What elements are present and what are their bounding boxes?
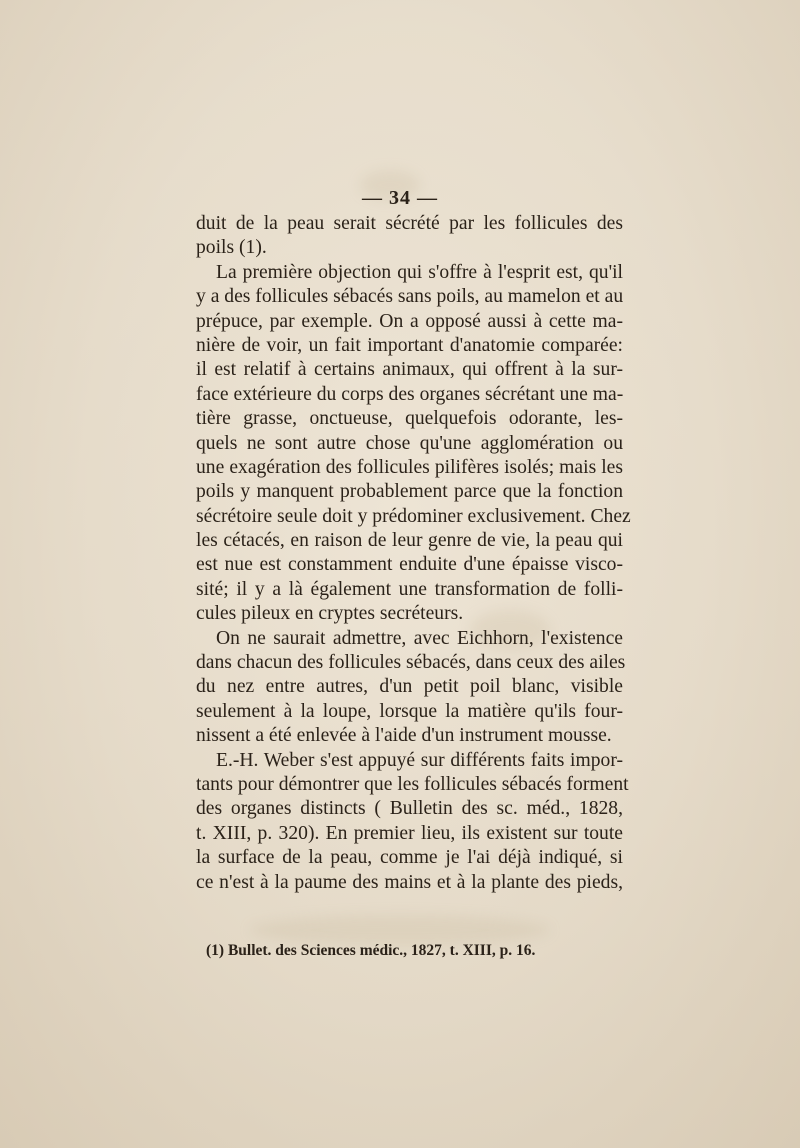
- footnote: (1) Bullet. des Sciences médic., 1827, t. XIII, p. 16.: [206, 942, 536, 959]
- text-line: tière grasse, onctueuse, quelquefois odorante, les-: [196, 408, 623, 430]
- text-line: une exagération des follicules pilifères isolés; mais les: [196, 456, 623, 478]
- text-line: la surface de la peau, comme je l'ai déjà indiqué, si: [196, 847, 623, 869]
- page-number: — 34 —: [362, 187, 438, 209]
- text-line: seulement à la loupe, lorsque la matière qu'ils four-: [196, 700, 623, 722]
- text-line: les cétacés, en raison de leur genre de vie, la peau qui: [196, 530, 623, 552]
- text-line: des organes distincts ( Bulletin des sc. méd., 1828,: [196, 798, 623, 820]
- paper-stain: [250, 915, 550, 945]
- text-line: La première objection qui s'offre à l'esprit est, qu'il: [216, 261, 623, 283]
- text-line: y a des follicules sébacés sans poils, au mamelon et au: [196, 286, 624, 308]
- text-line: duit de la peau serait sécrété par les follicules des: [196, 213, 623, 234]
- text-line: poils y manquent probablement parce que la fonction: [196, 481, 623, 503]
- text-line: nissent a été enlevée à l'aide d'un instrument mousse.: [196, 725, 612, 747]
- text-line: est nue est constamment enduite d'une épaisse visco-: [196, 554, 623, 576]
- text-line: ce n'est à la paume des mains et à la plante des pieds,: [196, 871, 623, 893]
- body-text: [196, 212, 631, 895]
- text-line: sité; il y a là également une transformation de folli-: [196, 578, 623, 600]
- text-line: face extérieure du corps des organes sécrétant une ma-: [196, 383, 624, 405]
- text-line: dans chacun des follicules sébacés, dans ceux des ailes: [196, 652, 626, 674]
- text-line: prépuce, par exemple. On a opposé aussi à cette ma-: [196, 310, 623, 332]
- text-line: sécrétoire seule doit y prédominer exclusivement. Chez: [196, 505, 631, 527]
- text-line: E.-H. Weber s'est appuyé sur différents faits impor-: [216, 749, 623, 771]
- text-line: tants pour démontrer que les follicules sébacés forment: [196, 773, 629, 795]
- text-line: il est relatif à certains animaux, qui offrent à la sur-: [196, 359, 623, 381]
- text-line: du nez entre autres, d'un petit poil blanc, visible: [196, 676, 623, 698]
- text-line: On ne saurait admettre, avec Eichhorn, l'existence: [216, 627, 623, 649]
- text-line: cules pileux en cryptes secréteurs.: [196, 603, 464, 625]
- text-line: nière de voir, un fait important d'anatomie comparée:: [196, 334, 623, 356]
- text-line: quels ne sont autre chose qu'une agglomération ou: [196, 432, 623, 454]
- text-line: t. XIII, p. 320). En premier lieu, ils existent sur toute: [196, 822, 623, 844]
- text-line: poils (1).: [196, 237, 267, 259]
